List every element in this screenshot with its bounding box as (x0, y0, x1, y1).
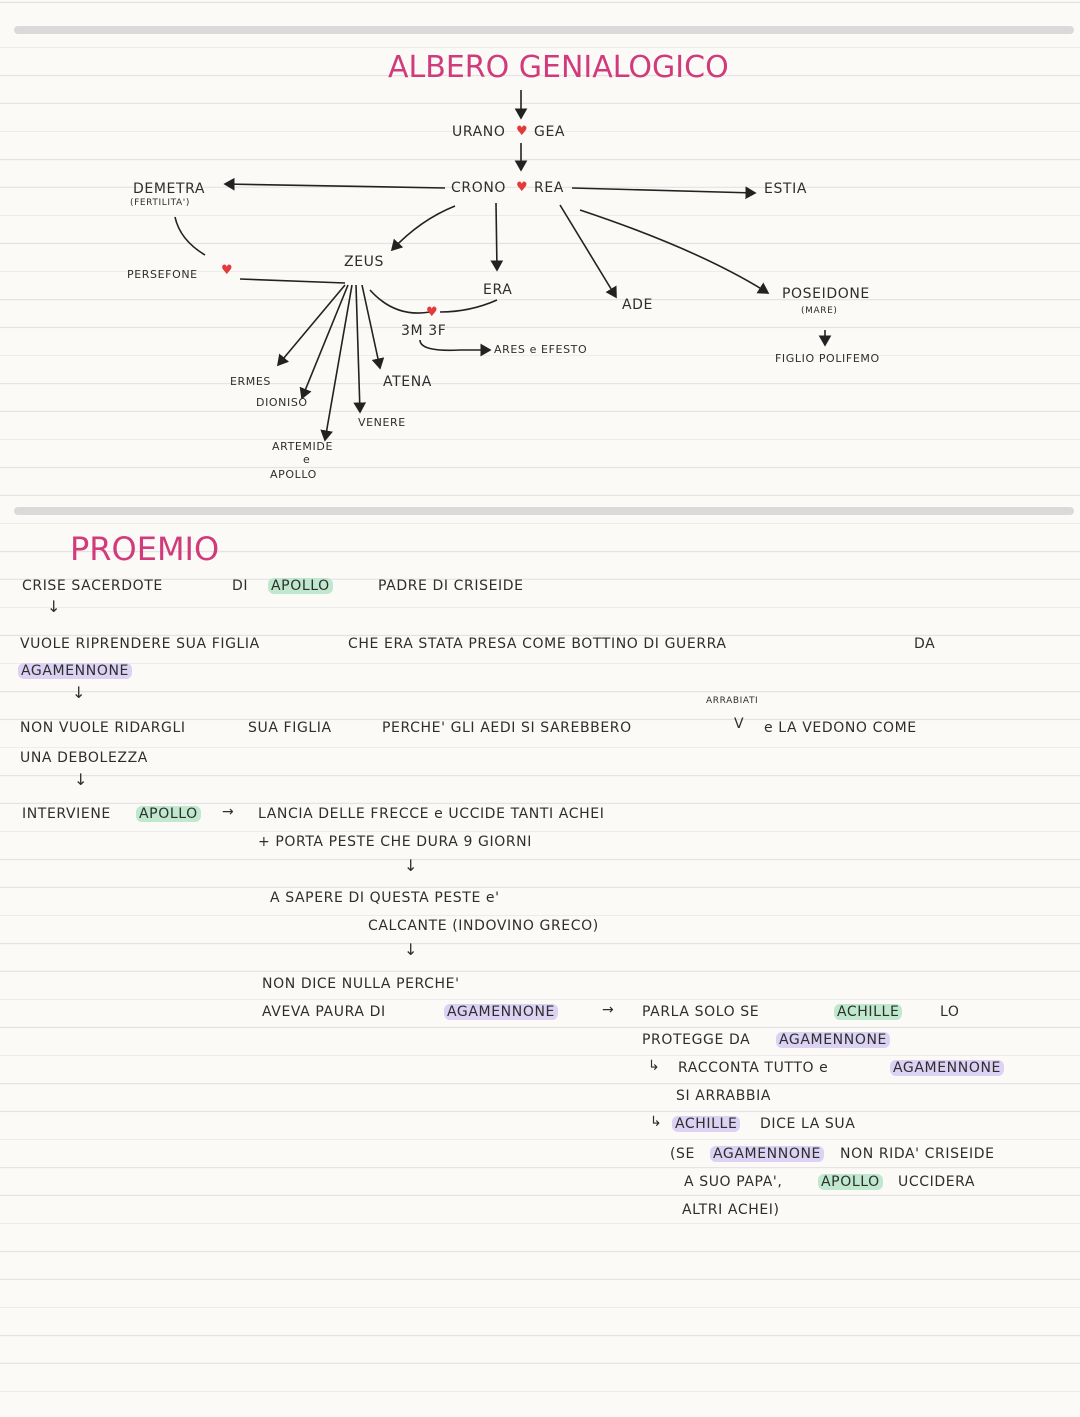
text-line: DA (914, 636, 936, 652)
gea-label: GEA (534, 124, 566, 140)
demetra-note: (FERTILITA') (130, 198, 190, 208)
text-line: PROTEGGE DA (642, 1032, 751, 1048)
text-line: A SUO PAPA', (684, 1174, 783, 1190)
heart-icon: ♥ (516, 180, 529, 195)
text-line: PERCHE' GLI AEDI SI SAREBBERO (382, 720, 632, 736)
text-line: SUA FIGLIA (248, 720, 332, 736)
era-label: ERA (483, 282, 513, 298)
heart-icon: ♥ (221, 263, 234, 278)
text-line: LANCIA DELLE FRECCE e UCCIDE TANTI ACHEI (258, 806, 605, 822)
proemio-title: PROEMIO (70, 530, 220, 568)
ermes-label: ERMES (230, 375, 272, 388)
persefone-label: PERSEFONE (127, 268, 198, 281)
polifemo-label: FIGLIO POLIFEMO (775, 352, 880, 365)
dioniso-label: DIONISO (256, 396, 308, 409)
text-line: DICE LA SUA (760, 1116, 856, 1132)
ares-efesto-label: ARES e EFESTO (494, 343, 588, 356)
text-line: NON DICE NULLA PERCHE' (262, 976, 460, 992)
highlight-agamennone: AGAMENNONE (776, 1032, 890, 1048)
text-line: LO (940, 1004, 960, 1020)
arrow-down-icon: ↓ (404, 940, 419, 959)
arrow-down-icon: ↓ (72, 683, 87, 702)
corner-arrow-icon: ↳ (650, 1114, 663, 1130)
arrow-right-icon: → (222, 804, 235, 820)
text-line: VUOLE RIPRENDERE SUA FIGLIA (20, 636, 260, 652)
text-line: AVEVA PAURA DI (262, 1004, 386, 1020)
text-line: UNA DEBOLEZZA (20, 750, 148, 766)
artemide-label: ARTEMIDE (272, 440, 333, 453)
arrow-down-icon: ↓ (404, 856, 419, 875)
text-line: + PORTA PESTE CHE DURA 9 GIORNI (258, 834, 532, 850)
heart-icon: ♥ (516, 124, 529, 139)
estia-label: ESTIA (764, 181, 807, 197)
highlight-achille: ACHILLE (834, 1004, 902, 1020)
highlight-apollo: APOLLO (136, 806, 201, 822)
text-line: (SE (670, 1146, 695, 1162)
children-3m3f: 3M 3F (401, 323, 447, 339)
highlight-agamennone: AGAMENNONE (444, 1004, 558, 1020)
corner-arrow-icon: ↳ (648, 1058, 661, 1074)
atena-label: ATENA (383, 374, 432, 390)
text-line: SI ARRABBIA (676, 1088, 772, 1104)
crono-label: CRONO (451, 180, 507, 196)
text-line: CHE ERA STATA PRESA COME BOTTINO DI GUERRA (348, 636, 727, 652)
text-line: NON RIDA' CRISEIDE (840, 1146, 995, 1162)
highlight-apollo: APOLLO (268, 578, 333, 594)
text-line: CALCANTE (INDOVINO GRECO) (368, 918, 599, 934)
highlight-agamennone: AGAMENNONE (18, 663, 132, 679)
arrow-down-icon: ↓ (74, 770, 89, 789)
arrow-right-icon: → (602, 1002, 615, 1018)
insert-mark-icon: V (734, 716, 745, 732)
text-line: DI (232, 578, 249, 594)
highlight-apollo: APOLLO (818, 1174, 883, 1190)
heart-icon: ♥ (426, 305, 439, 320)
rea-label: REA (534, 180, 564, 196)
poseidone-label: POSEIDONE (782, 286, 870, 302)
demetra-label: DEMETRA (133, 181, 206, 197)
arrow-down-icon: ↓ (47, 597, 62, 616)
text-line: PADRE DI CRISEIDE (378, 578, 524, 594)
text-line: ARRABIATI (706, 696, 759, 706)
and-label: e (303, 453, 311, 466)
highlight-agamennone: AGAMENNONE (890, 1060, 1004, 1076)
tree-title: ALBERO GENIALOGICO (388, 50, 729, 85)
text-line: NON VUOLE RIDARGLI (20, 720, 186, 736)
text-line: CRISE SACERDOTE (22, 578, 163, 594)
text-line: RACCONTA TUTTO e (678, 1060, 829, 1076)
apollo-label: APOLLO (270, 468, 317, 481)
ade-label: ADE (622, 297, 654, 313)
poseidone-note: (MARE) (801, 306, 838, 316)
venere-label: VENERE (358, 416, 406, 429)
text-line: UCCIDERA (898, 1174, 976, 1190)
urano-label: URANO (452, 124, 506, 140)
text-line: INTERVIENE (22, 806, 111, 822)
highlight-agamennone: AGAMENNONE (710, 1146, 824, 1162)
text-line: PARLA SOLO SE (642, 1004, 760, 1020)
highlight-achille: ACHILLE (672, 1116, 740, 1132)
text-line: A SAPERE DI QUESTA PESTE e' (270, 890, 500, 906)
text-line: e LA VEDONO COME (764, 720, 917, 736)
zeus-label: ZEUS (344, 254, 384, 270)
text-line: ALTRI ACHEI) (682, 1202, 780, 1218)
